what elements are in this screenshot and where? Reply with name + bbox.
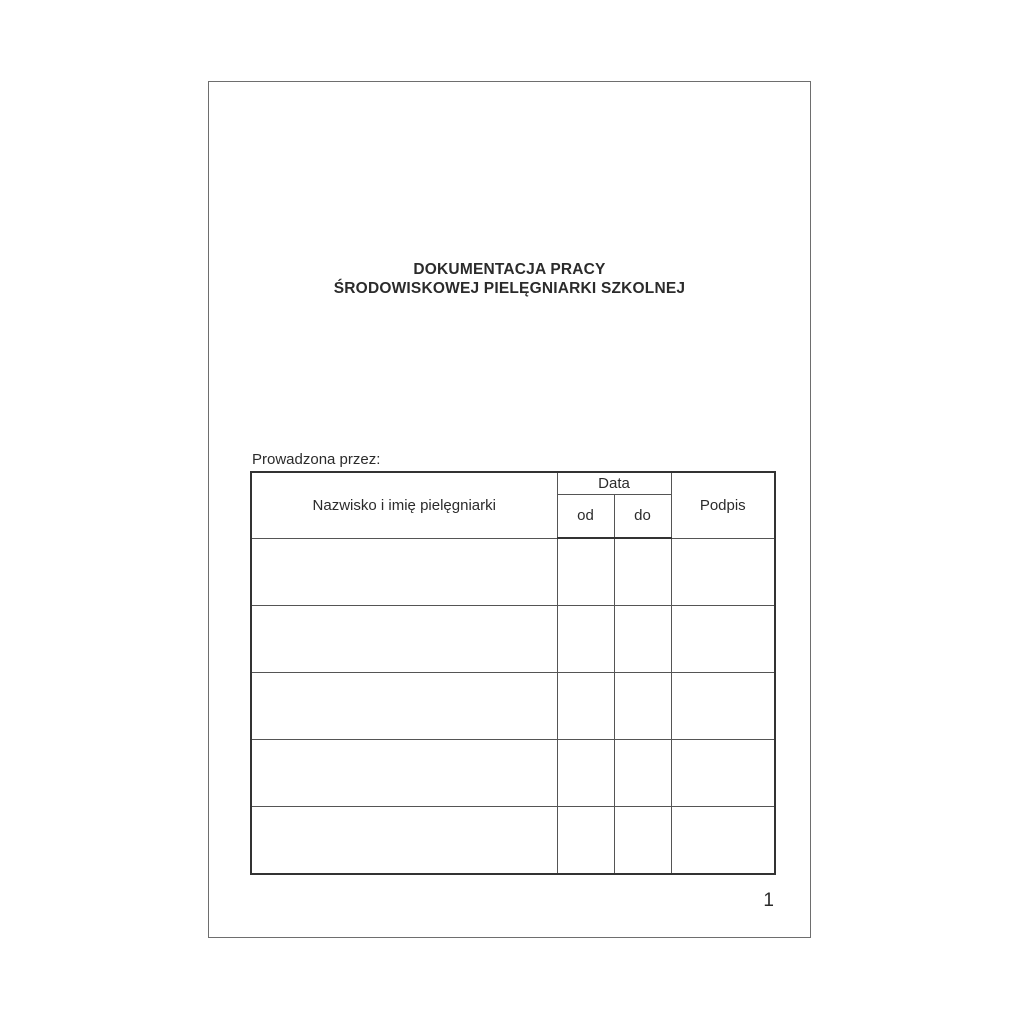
cell-nurse-name[interactable]: [251, 538, 557, 606]
cell-date-to[interactable]: [614, 807, 671, 875]
cell-signature[interactable]: [671, 606, 775, 673]
cell-signature[interactable]: [671, 807, 775, 875]
cell-date-from[interactable]: [557, 606, 614, 673]
header-date-from: od: [557, 494, 614, 538]
nurse-table: [250, 471, 776, 875]
header-date-to: do: [614, 494, 671, 538]
nurse-table-container: [250, 471, 774, 879]
title-line-1: DOKUMENTACJA PRACY: [413, 261, 606, 278]
table-row: [251, 538, 775, 606]
document-title: [209, 260, 810, 298]
cell-date-to[interactable]: [614, 606, 671, 673]
table-row: [251, 606, 775, 673]
cell-date-from[interactable]: [557, 673, 614, 740]
cell-date-from[interactable]: [557, 740, 614, 807]
header-nurse-name: Nazwisko i imię pielęgniarki: [251, 472, 557, 538]
title-line-2: ŚRODOWISKOWEJ PIELĘGNIARKI SZKOLNEJ: [333, 280, 686, 297]
cell-nurse-name[interactable]: [251, 740, 557, 807]
cell-signature[interactable]: [671, 740, 775, 807]
document-page: [208, 81, 811, 938]
header-signature: Podpis: [671, 472, 775, 538]
cell-nurse-name[interactable]: [251, 673, 557, 740]
page-number: 1: [763, 890, 774, 911]
header-date: Data: [557, 472, 671, 494]
cell-date-to[interactable]: [614, 538, 671, 606]
cell-nurse-name[interactable]: [251, 807, 557, 875]
cell-date-to[interactable]: [614, 740, 671, 807]
led-by-label: Prowadzona przez:: [252, 451, 381, 468]
cell-date-from[interactable]: [557, 538, 614, 606]
cell-signature[interactable]: [671, 538, 775, 606]
cell-date-from[interactable]: [557, 807, 614, 875]
table-row: [251, 740, 775, 807]
table-row: [251, 807, 775, 875]
cell-nurse-name[interactable]: [251, 606, 557, 673]
table-row: [251, 673, 775, 740]
cell-signature[interactable]: [671, 673, 775, 740]
cell-date-to[interactable]: [614, 673, 671, 740]
